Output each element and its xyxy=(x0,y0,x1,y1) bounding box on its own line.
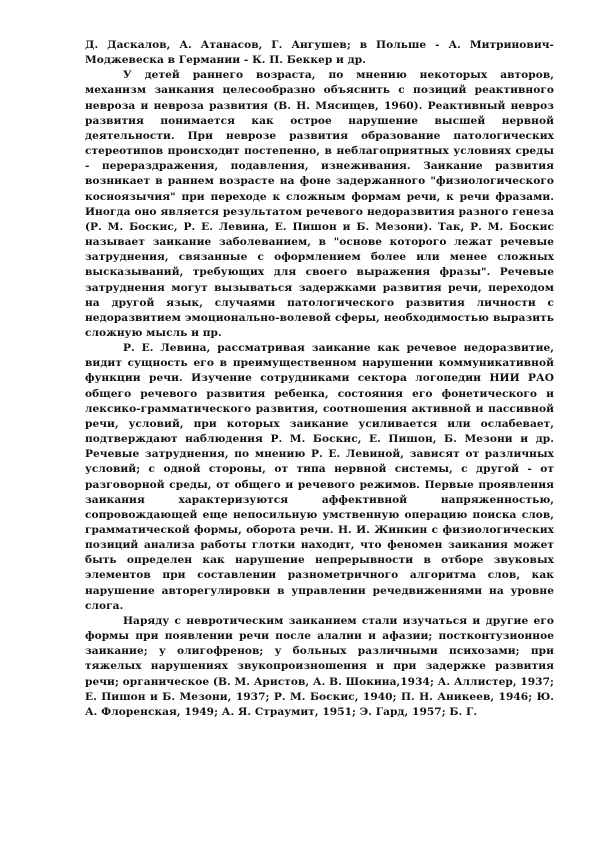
paragraph-4: Наряду с невротическим заиканием стали изучаться и другие его формы при появлении речи после алалии и афазии; постконтузионное заикание; у олигофренов; у больных различными психозами; при тяжелых нарушениях звукопроизношения и при задержке развития речи; органическое (В. М. Аристов, А. В. Шокина,1934; А. Аллистер, 1937; Е. Пишон и Б. Мезони, 1937; Р. М. Боскис, 1940; П. Н. Аникеев, 1946; Ю. А. Флоренская, 1949; А. Я. Страумит, 1951; Э. Гард, 1957; Б. Г. xyxy=(85,614,554,718)
paragraph-1: Д. Даскалов, А. Атанасов, Г. Ангушев; в Польше - А. Митринович-Моджевеска в Германии - К. П. Беккер и др. xyxy=(85,39,554,67)
paragraph-3: Р. Е. Левина, рассматривая заикание как речевое недоразвитие, видит сущность его в преимущественном нарушении коммуникативной функции речи. Изучение сотрудниками сектора логопедии НИИ РАО общего речевого развития ребенка, состояния его фонетического и лексико-грамматического развития, соотношения активной и пассивной речи, условий, при которых заикание усиливается или ослабевает, подтверждают наблюдения Р. М. Боскис, Е. Пишон, Б. Мезони и др. Речевые затруднения, по мнению Р. Е. Левиной, зависят от различных условий; с одной стороны, от типа нервной системы, с другой - от разговорной среды, от общего и речевого режимов. Первые проявления заикания характеризуются аффективной напряженностью, сопровождающей еще непосильную умственную операцию поиска слов, грамматической формы, оборота речи. Н. И. Жинкин с физиологических позиций анализа работы глотки находит, что феномен заикания может быть определен как нарушение непрерывности в отборе звуковых элементов при составлении разнометричного алгоритма слов, как нарушение авторегулировки в управлении речедвижениями на уровне слога. xyxy=(85,342,554,612)
document-page xyxy=(85,38,554,720)
paragraph-2: У детей раннего возраста, по мнению некоторых авторов, механизм заикания целесообразно объяснить с позиций реактивного невроза и невроза развития (В. Н. Мясищев, 1960). Реактивный невроз развития понимается как острое нарушение высшей нервной деятельности. При неврозе развития образование патологических стереотипов происходит постепенно, в неблагоприятных условиях среды - перераздражения, подавления, изнеживания. Заикание развития возникает в раннем возрасте на фоне задержанного "физиологического косноязычия" при переходе к сложным формам речи, к речи фразами. Иногда оно является результатом речевого недоразвития разного генеза (Р. М. Боскис, Р. Е. Левина, Е. Пишон и Б. Мезони). Так, Р. М. Боскис называет заикание заболеванием, в "основе которого лежат речевые затруднения, связанные с оформлением более или менее сложных высказываний, требующих для своего выражения фразы". Речевые затруднения могут вызываться задержками развития речи, переходом на другой язык, случаями патологического развития личности с недоразвитием эмоционально-волевой сферы, необходимостью выразить сложную мысль и пр. xyxy=(85,69,554,339)
